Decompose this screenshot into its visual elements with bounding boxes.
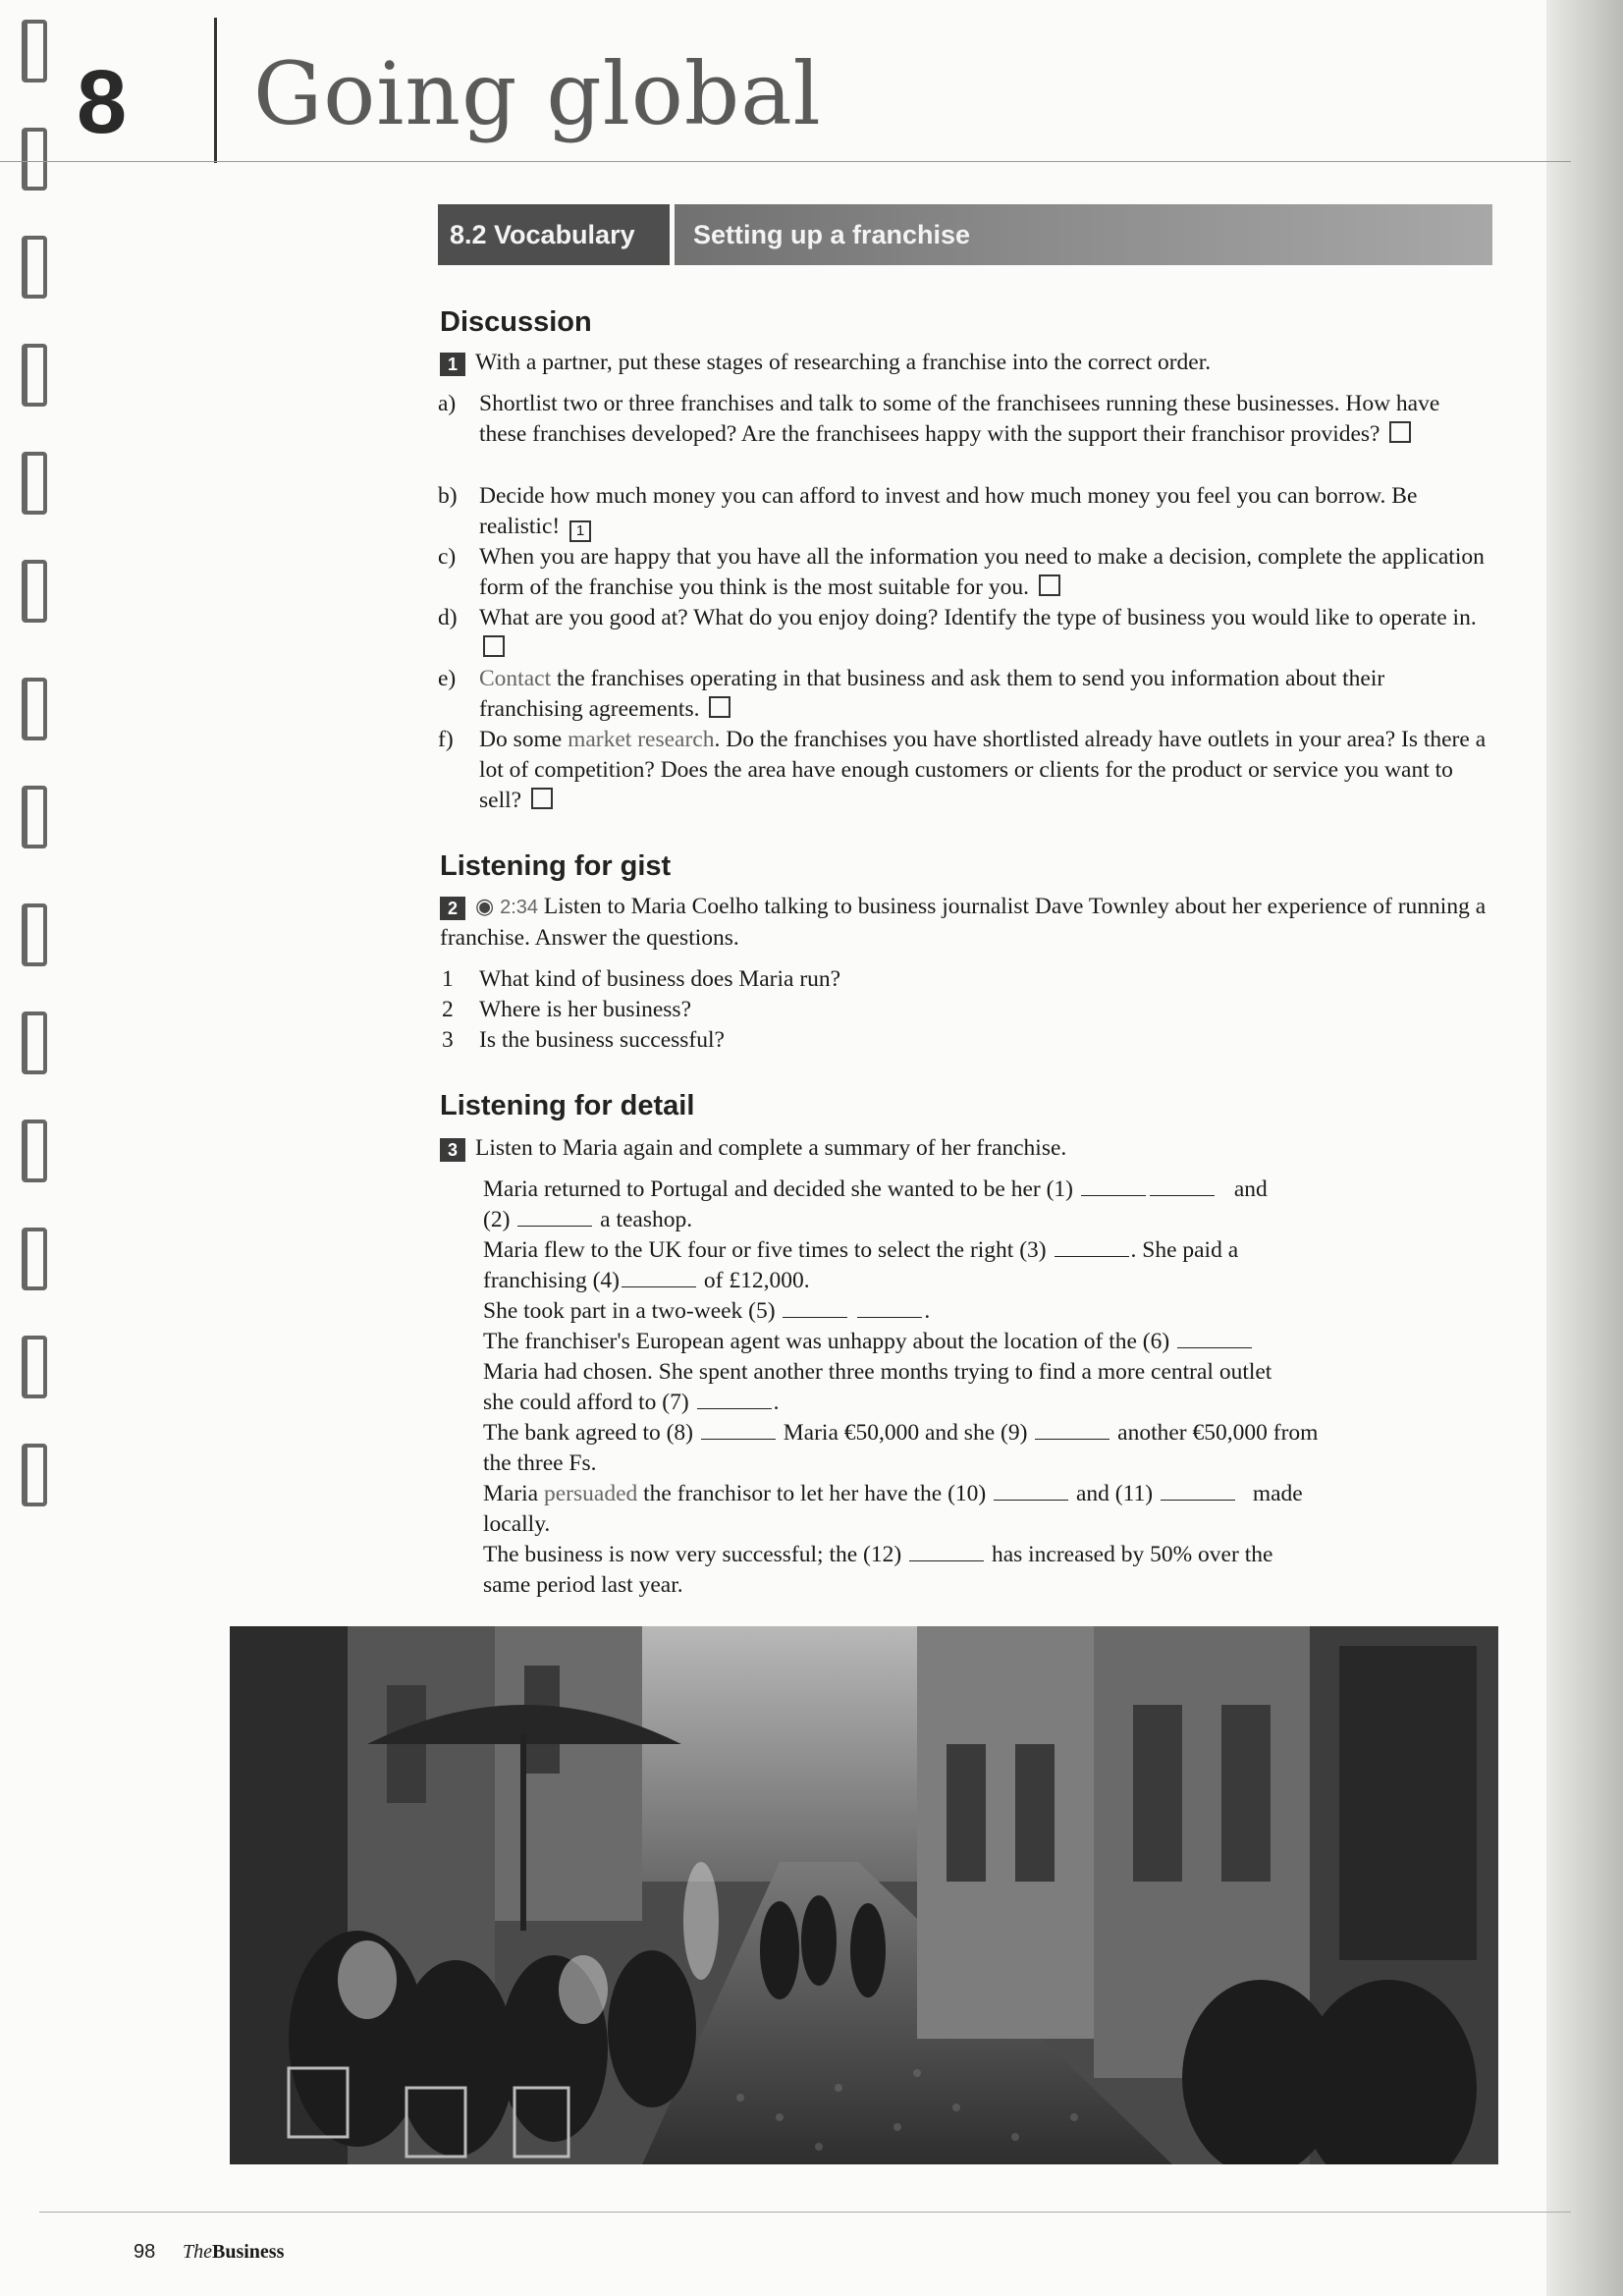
summary-line	[483, 1357, 1494, 1388]
gap-6[interactable]	[1177, 1330, 1252, 1348]
summary-segment: of £12,000.	[703, 1268, 810, 1293]
binding-hole	[22, 678, 47, 740]
question-text: Where is her business?	[479, 997, 691, 1022]
vocab-highlight: Contact	[479, 666, 552, 691]
question-number: 2	[442, 997, 454, 1022]
summary-segment: made	[1252, 1481, 1303, 1506]
gap-11[interactable]	[1161, 1482, 1235, 1501]
question-text: What kind of business does Maria run?	[479, 966, 841, 992]
binding-hole	[22, 786, 47, 848]
street-cafe-photo	[230, 1626, 1498, 2164]
summary-segment: a teashop.	[600, 1207, 693, 1232]
summary-segment: The bank agreed to (8)	[483, 1420, 694, 1446]
summary-line	[483, 1266, 1494, 1296]
summary-line	[483, 1327, 1494, 1357]
summary-line	[483, 1540, 1494, 1570]
item-text: Shortlist two or three franchises and talk to some of the franchisees running these businesses. How have these franchises developed? Are the franchisees happy with the support their franchisor provides?	[479, 391, 1440, 447]
exercise-number: 2	[440, 897, 465, 920]
summary-segment: The business is now very successful; the (12)	[483, 1542, 902, 1567]
question-number: 3	[442, 1027, 454, 1053]
binding-hole	[22, 128, 47, 191]
gap-8[interactable]	[701, 1421, 776, 1440]
audio-cd-icon[interactable]: ◉	[475, 895, 495, 919]
item-text: When you are happy that you have all the information you need to make a decision, complete the application form of the franchise you think is the most suitable for you.	[479, 544, 1485, 600]
list-item	[438, 481, 1488, 542]
answer-box[interactable]	[531, 788, 553, 809]
summary-segment: and (11)	[1075, 1481, 1154, 1506]
banner-separator	[670, 204, 675, 265]
summary-segment: Maria flew to the UK four or five times to select the right (3)	[483, 1237, 1047, 1263]
brand-name: Business	[212, 2241, 285, 2263]
gap-12[interactable]	[909, 1543, 984, 1561]
list-item	[438, 389, 1488, 450]
gap-1a[interactable]	[1081, 1177, 1146, 1196]
gap-2[interactable]	[517, 1208, 592, 1227]
summary-segment: the franchisor to let her have the (10)	[637, 1481, 987, 1506]
exercise-3-instruction	[440, 1133, 1496, 1164]
summary-text	[483, 1175, 1494, 1601]
gap-3[interactable]	[1055, 1238, 1129, 1257]
answer-box[interactable]	[1389, 421, 1411, 443]
binding-hole	[22, 1011, 47, 1074]
summary-segment: same period last year.	[483, 1572, 683, 1598]
summary-line	[483, 1479, 1494, 1509]
list-item	[438, 664, 1488, 725]
item-label: d)	[438, 605, 458, 630]
page-edge-shadow	[1546, 0, 1623, 2296]
binding-hole	[22, 903, 47, 966]
summary-segment: Maria	[483, 1481, 544, 1506]
gap-7[interactable]	[697, 1391, 772, 1409]
binding-hole	[22, 1444, 47, 1506]
answer-box[interactable]	[709, 696, 730, 718]
chapter-title: Going global	[253, 43, 822, 144]
instruction-text: Listen to Maria again and complete a summary of her franchise.	[475, 1135, 1067, 1161]
header-rule	[0, 161, 1571, 162]
binding-hole	[22, 236, 47, 299]
binding-hole	[22, 452, 47, 515]
gap-9[interactable]	[1035, 1421, 1109, 1440]
answer-box[interactable]: 1	[569, 520, 591, 542]
item-text: What are you good at? What do you enjoy doing? Identify the type of business you would like to operate in.	[479, 605, 1477, 630]
summary-segment: locally.	[483, 1511, 551, 1537]
summary-line	[483, 1235, 1494, 1266]
question-number: 1	[442, 966, 454, 992]
item-label: b)	[438, 483, 458, 509]
summary-segment: Maria returned to Portugal and decided she wanted to be her (1)	[483, 1176, 1073, 1202]
summary-segment: has increased by 50% over the	[991, 1542, 1273, 1567]
detail-heading: Listening for detail	[440, 1090, 695, 1121]
list-item	[438, 603, 1488, 664]
summary-line	[483, 1388, 1494, 1418]
answer-box[interactable]	[1039, 574, 1060, 596]
summary-segment: .	[924, 1298, 931, 1324]
binding-hole	[22, 20, 47, 82]
track-number: 2:34	[500, 897, 539, 918]
gap-5b[interactable]	[857, 1299, 922, 1318]
gap-4[interactable]	[622, 1269, 696, 1287]
item-text: Do some	[479, 727, 568, 752]
exercise-2-instruction	[440, 892, 1496, 954]
gist-heading: Listening for gist	[440, 850, 672, 882]
answer-box[interactable]	[483, 635, 505, 657]
list-item	[438, 542, 1488, 603]
summary-segment: Maria had chosen. She spent another three months trying to find a more central outlet	[483, 1359, 1272, 1385]
item-text: . Do the franchises you have shortlisted already have outlets in your area? Is there a lot of competition? Does the area have enough customers or clients for the product or service you want to sell?	[479, 727, 1487, 813]
section-topic: Setting up a franchise	[693, 220, 971, 249]
gap-1b[interactable]	[1150, 1177, 1215, 1196]
summary-line	[483, 1418, 1494, 1449]
summary-segment: . She paid a	[1130, 1237, 1239, 1263]
vocab-highlight: persuaded	[544, 1481, 638, 1506]
brand-italic: The	[183, 2241, 212, 2263]
question-text: Is the business successful?	[479, 1027, 725, 1053]
instruction-text: Listen to Maria Coelho talking to business journalist Dave Townley about her experience of running a franchise. Answer the questions.	[440, 894, 1487, 951]
binding-hole	[22, 344, 47, 407]
binding-hole	[22, 560, 47, 623]
summary-segment: Maria €50,000 and she (9)	[783, 1420, 1028, 1446]
section-label: 8.2 Vocabulary	[450, 220, 635, 249]
gap-5a[interactable]	[783, 1299, 847, 1318]
list-item	[442, 964, 1227, 995]
binding-hole	[22, 1120, 47, 1182]
list-item	[442, 1025, 1227, 1056]
item-label: c)	[438, 544, 457, 570]
page-number: 98	[134, 2241, 156, 2263]
item-text: Decide how much money you can afford to invest and how much money you feel you can borrow. Be realistic!	[479, 483, 1418, 539]
summary-segment: (2)	[483, 1207, 511, 1232]
exercise-number: 3	[440, 1138, 465, 1162]
summary-line	[483, 1570, 1494, 1601]
summary-line	[483, 1509, 1494, 1540]
item-label: f)	[438, 727, 454, 752]
book-brand	[183, 2241, 284, 2264]
binding-hole	[22, 1336, 47, 1398]
binding-hole	[22, 1228, 47, 1290]
discussion-heading: Discussion	[440, 306, 592, 338]
summary-segment: another €50,000 from	[1117, 1420, 1319, 1446]
summary-segment: .	[773, 1390, 780, 1415]
summary-segment: She took part in a two-week (5)	[483, 1298, 776, 1324]
vocab-highlight: market research	[568, 727, 715, 752]
summary-segment: the three Fs.	[483, 1450, 597, 1476]
summary-line	[483, 1296, 1494, 1327]
list-item	[442, 995, 1227, 1025]
gap-10[interactable]	[994, 1482, 1068, 1501]
question-list	[442, 964, 1227, 1056]
item-label: a)	[438, 391, 457, 416]
summary-segment: and	[1233, 1176, 1268, 1202]
summary-segment: The franchiser's European agent was unhappy about the location of the (6)	[483, 1329, 1170, 1354]
list-item	[438, 725, 1488, 816]
instruction-text: With a partner, put these stages of researching a franchise into the correct order.	[475, 350, 1212, 375]
item-text: the franchises operating in that business and ask them to send you information about their franchising agreements.	[479, 666, 1385, 722]
item-label: e)	[438, 666, 457, 691]
exercise-number: 1	[440, 353, 465, 376]
footer-rule	[39, 2212, 1571, 2213]
summary-segment: franchising (4)	[483, 1268, 620, 1293]
summary-line	[483, 1205, 1494, 1235]
exercise-1-instruction	[440, 348, 1500, 378]
chapter-divider	[214, 18, 217, 163]
summary-line	[483, 1175, 1494, 1205]
summary-line	[483, 1449, 1494, 1479]
summary-segment: she could afford to (7)	[483, 1390, 689, 1415]
chapter-number: 8	[77, 52, 128, 152]
